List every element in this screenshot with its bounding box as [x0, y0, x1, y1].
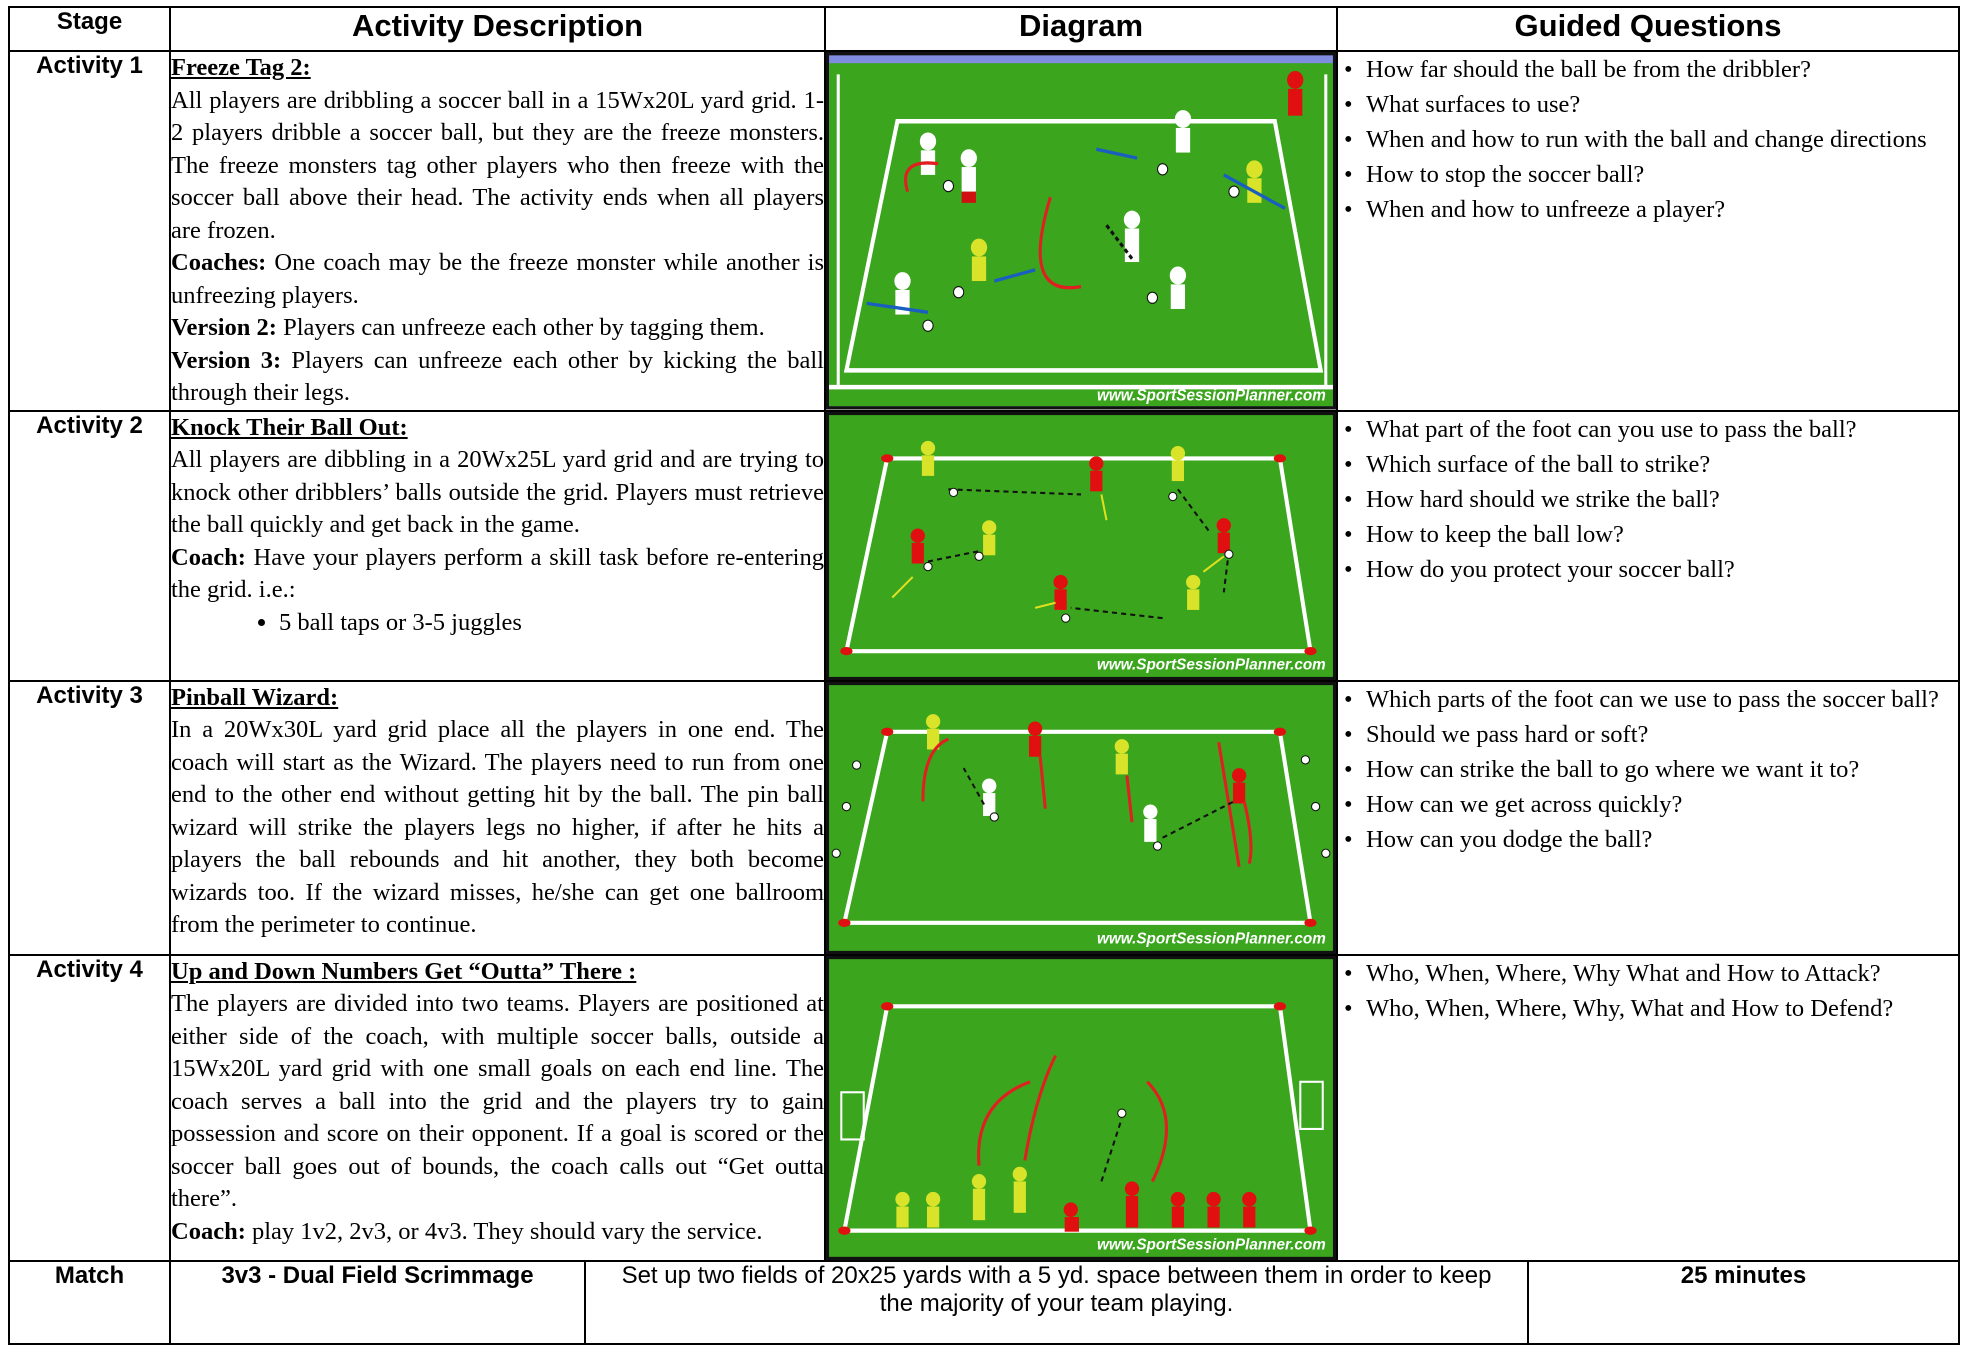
header-stage: Stage — [9, 7, 170, 51]
guided-questions — [1337, 681, 1959, 955]
activity-text: In a 20Wx30L yard grid place all the players in one end. The coach will start as the Wizard. The players need to run from one end to the other end without getting hit by the ball. The pin ball wizard will strike the players legs no higher, if after he hits a players the ball rebounds and hit another, they both become wizards too. If the wizard misses, he/she can get one ballroom from the perimeter to continue. — [171, 716, 824, 938]
diagram-knock-ball-out — [826, 412, 1336, 680]
question-item: • How can you dodge the ball? — [1338, 822, 1958, 857]
activity-text: All players are dibbling in a 20Wx25L yard grid and are trying to knock other dribblers’ balls outside the grid. Players must retrieve the ball quickly and get back in the game. — [171, 446, 824, 538]
activity-row — [9, 51, 1959, 411]
question-item: • When and how to run with the ball and change directions — [1338, 122, 1958, 157]
match-duration: 25 minutes — [1528, 1261, 1959, 1344]
guided-questions — [1337, 51, 1959, 411]
question-item: • What surfaces to use? — [1338, 87, 1958, 122]
question-item: • How to keep the ball low? — [1338, 517, 1958, 552]
diagram-up-and-down-numbers — [826, 956, 1336, 1260]
diagram-freeze-tag — [826, 52, 1336, 410]
extra-text: Players can unfreeze each other by tagging them. — [276, 314, 765, 341]
question-item: • How far should the ball be from the dribbler? — [1338, 52, 1958, 87]
diagram-cell — [825, 51, 1337, 411]
stage-label: Activity 3 — [9, 681, 170, 955]
stage-label: Activity 1 — [9, 51, 170, 411]
extra-label: Coach: — [171, 1217, 246, 1245]
activity-title: Up and Down Numbers Get “Outta” There : — [171, 957, 637, 985]
extra-text: play 1v2, 2v3, or 4v3. They should vary the service. — [245, 1217, 763, 1245]
question-item: • How hard should we strike the ball? — [1338, 482, 1958, 517]
extra-label: Version 2: — [171, 314, 277, 341]
diagram-pinball-wizard — [826, 682, 1336, 954]
extra-text: One coach may be the freeze monster while another is unfreezing players. — [171, 249, 824, 309]
activity-row — [9, 411, 1959, 681]
question-item: • When and how to unfreeze a player? — [1338, 192, 1958, 227]
extra-text: Players can unfreeze each other by kicking the ball through their legs. — [171, 346, 824, 406]
stage-label: Activity 2 — [9, 411, 170, 681]
activity-description — [170, 955, 825, 1261]
activity-text: The players are divided into two teams. Players are positioned at either side of the coach, with multiple soccer balls, outside a 15Wx20L yard grid with one small goals on each end line. The coach serves a ball into the grid and the players try to gain possession and score on their opponent. If a goal is scored or the soccer ball goes out of bounds, the coach calls out “Get outta there”. — [171, 990, 824, 1212]
question-item: • Which parts of the foot can we use to pass the soccer ball? — [1338, 682, 1958, 717]
question-item: • What part of the foot can you use to pass the ball? — [1338, 412, 1958, 447]
activity-description — [170, 681, 825, 955]
extra-label: Coaches: — [171, 249, 267, 276]
header-activity-description: Activity Description — [170, 7, 825, 51]
extra-label: Version 3: — [171, 346, 282, 374]
extra-text: Have your players perform a skill task before re-entering the grid. i.e.: — [171, 543, 824, 603]
header-diagram: Diagram — [825, 7, 1337, 51]
activity-description — [170, 411, 825, 681]
guided-questions — [1337, 955, 1959, 1261]
stage-label: Activity 4 — [9, 955, 170, 1261]
activity-description — [170, 51, 825, 411]
activity-title: Knock Their Ball Out: — [171, 413, 408, 441]
guided-questions — [1337, 411, 1959, 681]
watermark: www.SportSessionPlanner.com — [1097, 385, 1326, 405]
activity-text: All players are dribbling a soccer ball in a 15Wx20L yard grid. 1-2 players dribble a soccer ball, but they are the freeze monsters. The freeze monsters tag other players who then freeze with the soccer ball above their head. The activity ends when all players are frozen. — [171, 86, 824, 244]
match-name: 3v3 - Dual Field Scrimmage — [170, 1261, 585, 1344]
question-item: • Should we pass hard or soft? — [1338, 717, 1958, 752]
activity-row — [9, 955, 1959, 1261]
watermark: www.SportSessionPlanner.com — [1097, 930, 1326, 948]
header-guided-questions: Guided Questions — [1337, 7, 1959, 51]
watermark: www.SportSessionPlanner.com — [1096, 1235, 1326, 1254]
activity-title: Freeze Tag 2: — [171, 54, 311, 81]
question-item: • Who, When, Where, Why What and How to Attack? — [1338, 956, 1958, 991]
question-item: • How can strike the ball to go where we want it to? — [1338, 752, 1958, 787]
diagram-cell — [825, 681, 1337, 955]
question-item: • Who, When, Where, Why, What and How to Defend? — [1338, 991, 1958, 1026]
question-item: • How do you protect your soccer ball? — [1338, 552, 1958, 587]
match-row — [9, 1261, 1959, 1344]
question-item: • How can we get across quickly? — [1338, 787, 1958, 822]
question-item: • How to stop the soccer ball? — [1338, 157, 1958, 192]
diagram-cell — [825, 955, 1337, 1261]
activity-row — [9, 681, 1959, 955]
grass — [829, 63, 1333, 406]
question-item: • Which surface of the ball to strike? — [1338, 447, 1958, 482]
match-stage-label: Match — [9, 1261, 170, 1344]
session-plan-table — [8, 6, 1960, 1345]
match-description: Set up two fields of 20x25 yards with a 5 yd. space between them in order to keep the majority of your team playing. — [585, 1261, 1528, 1344]
activity-title: Pinball Wizard: — [171, 683, 339, 711]
watermark: www.SportSessionPlanner.com — [1096, 656, 1326, 674]
bullet-item: • 5 ball taps or 3-5 juggles — [279, 607, 824, 640]
extra-label: Coach: — [171, 543, 246, 571]
diagram-cell — [825, 411, 1337, 681]
